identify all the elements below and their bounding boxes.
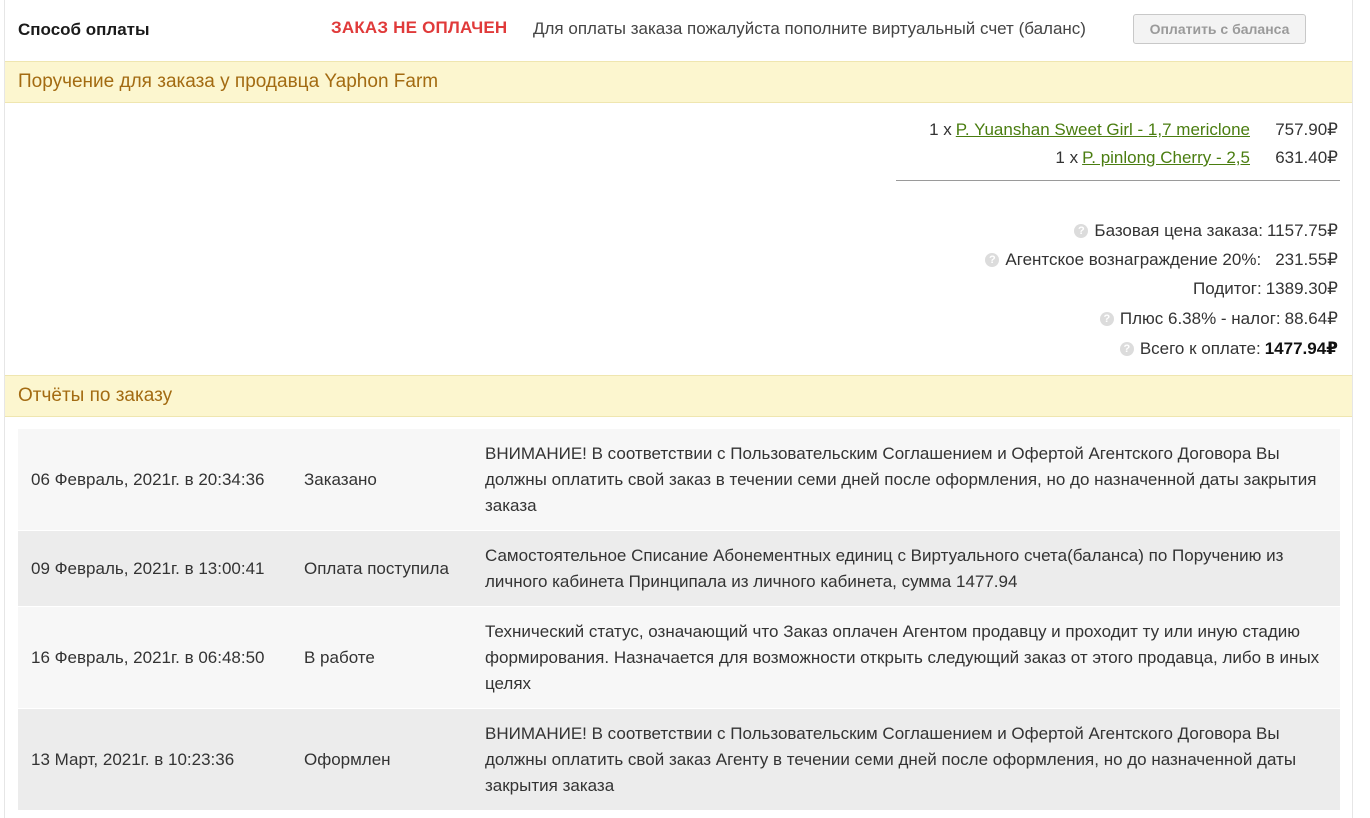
table-row (18, 709, 1340, 811)
report-status: Оформлен (304, 749, 391, 769)
report-date: 06 Февраль, 2021г. в 20:34:36 (31, 469, 265, 489)
question-circle-icon[interactable]: ? (985, 253, 999, 267)
report-status: Заказано (304, 469, 377, 489)
summary-label: Базовая цена заказа: (1094, 221, 1263, 240)
summary-label: Плюс 6.38% - налог: (1119, 309, 1281, 328)
payment-note: Для оплаты заказа пожалуйста пополните виртуальный счет (баланс) (533, 19, 1086, 38)
base-price-row (1074, 221, 1338, 241)
reports-table (18, 429, 1340, 811)
summary-value: 1389.30₽ (1265, 279, 1338, 298)
order-section-header (5, 61, 1352, 103)
report-status: Оплата поступила (304, 558, 449, 578)
order-item (1055, 148, 1338, 168)
order-item-link[interactable]: P. Yuanshan Sweet Girl - 1,7 mericlone (955, 120, 1250, 139)
order-item-qty: 1 x (929, 120, 952, 139)
report-description: ВНИМАНИЕ! В соответствии с Пользовательским Соглашением и Офертой Агентского Договора Вы должны оплатить свой заказ в течении семи дней после оформления, но до назначенной даты закрытия заказа (485, 444, 1317, 515)
question-circle-icon[interactable]: ? (1120, 342, 1134, 356)
order-item-price: 631.40₽ (1275, 148, 1338, 167)
payment-method-title: Способ оплаты (18, 20, 150, 39)
reports-section-title: Отчёты по заказу (18, 385, 173, 406)
summary-value: 231.55₽ (1275, 250, 1338, 269)
total-value: 1477.94₽ (1264, 339, 1338, 358)
summary-label: Всего к оплате: (1139, 339, 1261, 358)
summary-label: Подитог: (1193, 279, 1262, 298)
payment-method-row (5, 0, 1352, 61)
total-row (1120, 339, 1338, 359)
order-item-link[interactable]: P. pinlong Cherry - 2,5 (1082, 148, 1250, 167)
agent-fee-row (985, 250, 1338, 270)
summary-value: 88.64₽ (1284, 309, 1338, 328)
report-description: Технический статус, означающий что Заказ оплачен Агентом продавцу и проходит ту или иную стадию формирования. Назначается для возможности открыть следующий заказ от этого продавца, либо в иных целях (485, 622, 1320, 693)
order-item (929, 120, 1338, 140)
order-panel (4, 0, 1353, 818)
report-description: ВНИМАНИЕ! В соответствии с Пользовательским Соглашением и Офертой Агентского Договора Вы должны оплатить свой заказ Агенту в течении семи дней после оформления, но до назначенной даты закрытия заказа (485, 724, 1297, 795)
report-description: Самостоятельное Списание Абонементных единиц с Виртуального счета(баланса) по Поручению из личного кабинета Принципала из личного кабинета, сумма 1477.94 (485, 546, 1284, 591)
summary-label: Агентское вознаграждение 20%: (1005, 250, 1262, 269)
pay-from-balance-button[interactable]: Оплатить с баланса (1133, 14, 1306, 44)
order-section-title: Поручение для заказа у продавца Yaphon Farm (18, 71, 439, 92)
report-status: В работе (304, 647, 375, 667)
report-date: 09 Февраль, 2021г. в 13:00:41 (31, 558, 265, 578)
order-unpaid-status: ЗАКАЗ НЕ ОПЛАЧЕН (331, 18, 508, 37)
summary-value: 1157.75₽ (1266, 221, 1338, 240)
table-row (18, 429, 1340, 531)
reports-section-header (5, 375, 1352, 417)
table-row (18, 607, 1340, 709)
question-circle-icon[interactable]: ? (1100, 312, 1114, 326)
subtotal-row (1193, 279, 1338, 299)
tax-row (1100, 309, 1338, 329)
order-item-price: 757.90₽ (1275, 120, 1338, 139)
order-items-divider (896, 180, 1340, 181)
order-item-qty: 1 x (1055, 148, 1079, 167)
table-row (18, 531, 1340, 607)
question-circle-icon[interactable]: ? (1074, 224, 1088, 238)
report-date: 16 Февраль, 2021г. в 06:48:50 (31, 647, 265, 667)
report-date: 13 Март, 2021г. в 10:23:36 (31, 749, 235, 769)
